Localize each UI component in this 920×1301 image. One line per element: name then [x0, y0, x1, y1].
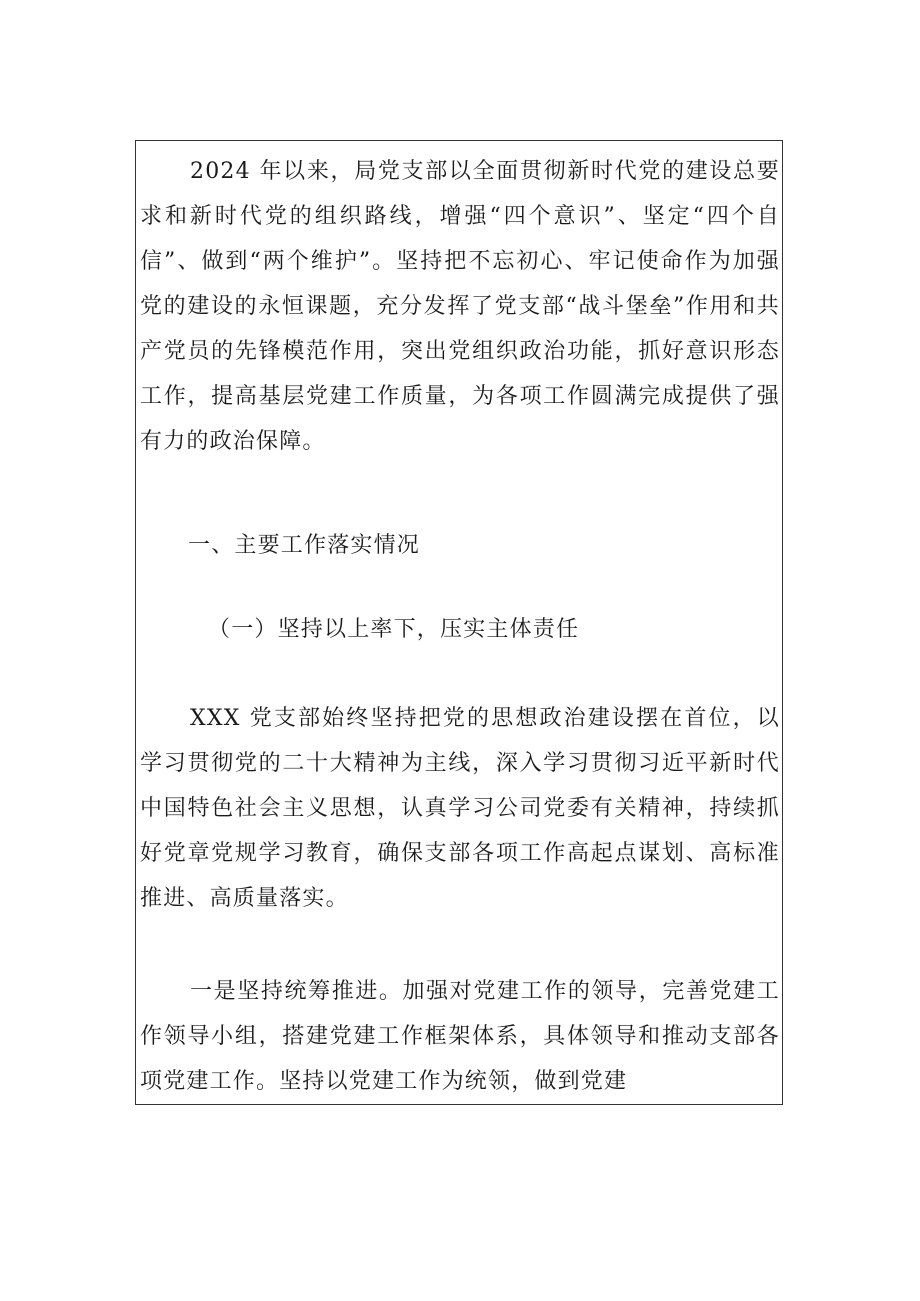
- document-table-cell: [135, 140, 783, 1105]
- body-paragraph-1: XXX 党支部始终坚持把党的思想政治建设摆在首位，以学习贯彻党的二十大精神为主线，深入学习贯彻习近平新时代中国特色社会主义思想，认真学习公司党委有关精神，持续抓好党章党规学习教育，确保支部各项工作高起点谋划、高标准推进、高质量落实。: [140, 706, 780, 911]
- section-heading: 一、主要工作落实情况: [188, 533, 421, 558]
- intro-paragraph: 2024 年以来，局党支部以全面贯彻新时代党的建设总要求和新时代党的组织路线，增强“四个意识”、坚定“四个自信”、做到“两个维护”。坚持把不忘初心、牢记使命作为加强党的建设的永恒课题，充分发挥了党支部“战斗堡垒”作用和共产党员的先锋模范作用，突出党组织政治功能，抓好意识形态工作，提高基层党建工作质量，为各项工作圆满完成提供了强有力的政治保障。: [140, 159, 780, 454]
- body-paragraph-2: 一是坚持统筹推进。加强对党建工作的领导，完善党建工作领导小组，搭建党建工作框架体系，具体领导和推动支部各项党建工作。坚持以党建工作为统领，做到党建: [140, 979, 780, 1094]
- subsection-heading: （一）坚持以上率下，压实主体责任: [208, 617, 580, 642]
